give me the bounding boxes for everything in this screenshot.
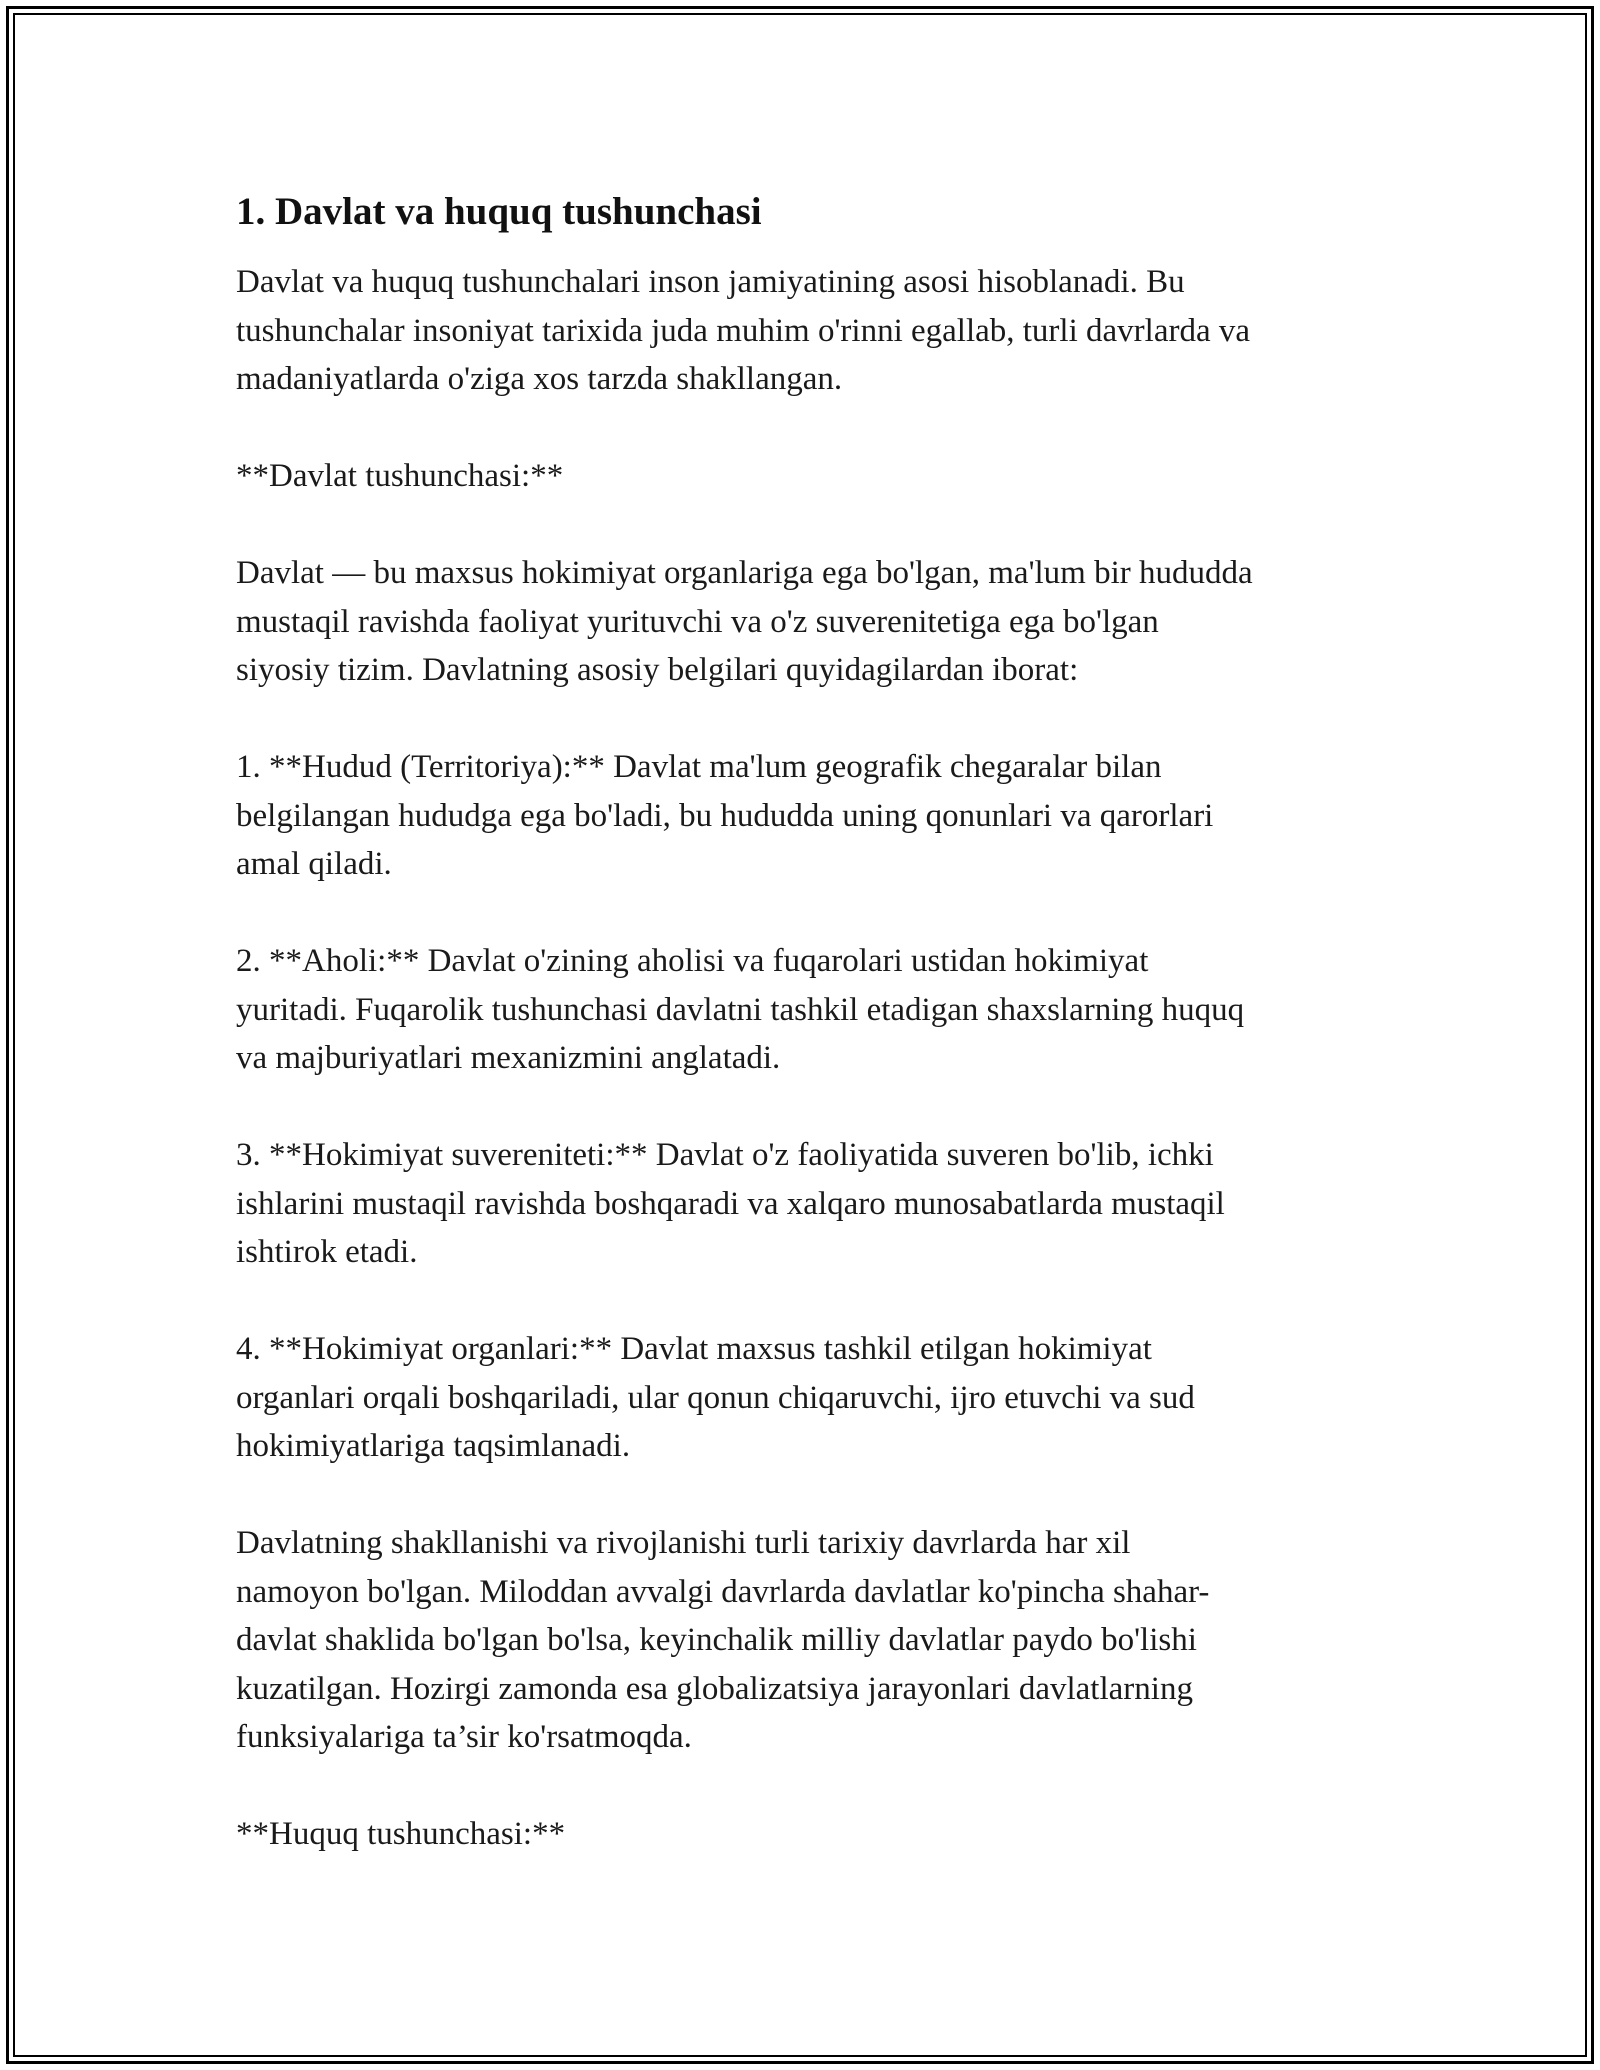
list-item-organlar: 4. **Hokimiyat organlari:** Davlat maxsus tashkil etilgan hokimiyat organlari orqali boshqariladi, ular qonun chiqaruvchi, ijro etuvchi va sud hokimiyatlariga taqsimlanadi.	[236, 1331, 1195, 1464]
list-item-suverenitet: 3. **Hokimiyat suvereniteti:** Davlat o'z faoliyatida suveren bo'lib, ichki ishlarini mustaqil ravishda boshqaradi va xalqaro munosabatlarda mustaqil ishtirok etadi.	[236, 1137, 1225, 1270]
history-paragraph: Davlatning shakllanishi va rivojlanishi turli tarixiy davrlarda har xil namoyon bo'lgan. Miloddan avvalgi davrlarda davlatlar ko'pincha shahar- davlat shaklida bo'lgan bo'lsa, keyinchalik milliy davlatlar paydo bo'lishi kuzatilgan. Hozirgi zamonda esa globalizatsiya jarayonlari davlatlarning funksiyalariga ta’sir ko'rsatmoqda.	[236, 1525, 1210, 1755]
document-body	[236, 186, 1386, 1907]
intro-paragraph: Davlat va huquq tushunchalari inson jamiyatining asosi hisoblanadi. Bu tushunchalar insoniyat tarixida juda muhim o'rinni egallab, turli davrlarda va madaniyatlarda o'ziga xos tarzda shakllangan.	[236, 264, 1250, 397]
list-item-hudud: 1. **Hudud (Territoriya):** Davlat ma'lum geografik chegaralar bilan belgilangan hududga ega bo'ladi, bu hududda uning qonunlari va qarorlari amal qiladi.	[236, 749, 1214, 882]
list-item-aholi: 2. **Aholi:** Davlat o'zining aholisi va fuqarolari ustidan hokimiyat yuritadi. Fuqarolik tushunchasi davlatni tashkil etadigan shaxslarning huquq va majburiyatlari mexanizmini anglatadi.	[236, 943, 1245, 1076]
document-title: 1. Davlat va huquq tushunchasi	[236, 190, 762, 233]
section-heading-davlat: **Davlat tushunchasi:**	[236, 458, 564, 494]
davlat-definition-paragraph: Davlat — bu maxsus hokimiyat organlariga ega bo'lgan, ma'lum bir hududda mustaqil ravishda faoliyat yurituvchi va o'z suverenitetiga ega bo'lgan siyosiy tizim. Davlatning asosiy belgilari quyidagilardan iborat:	[236, 555, 1253, 688]
section-heading-huquq: **Huquq tushunchasi:**	[236, 1816, 566, 1852]
